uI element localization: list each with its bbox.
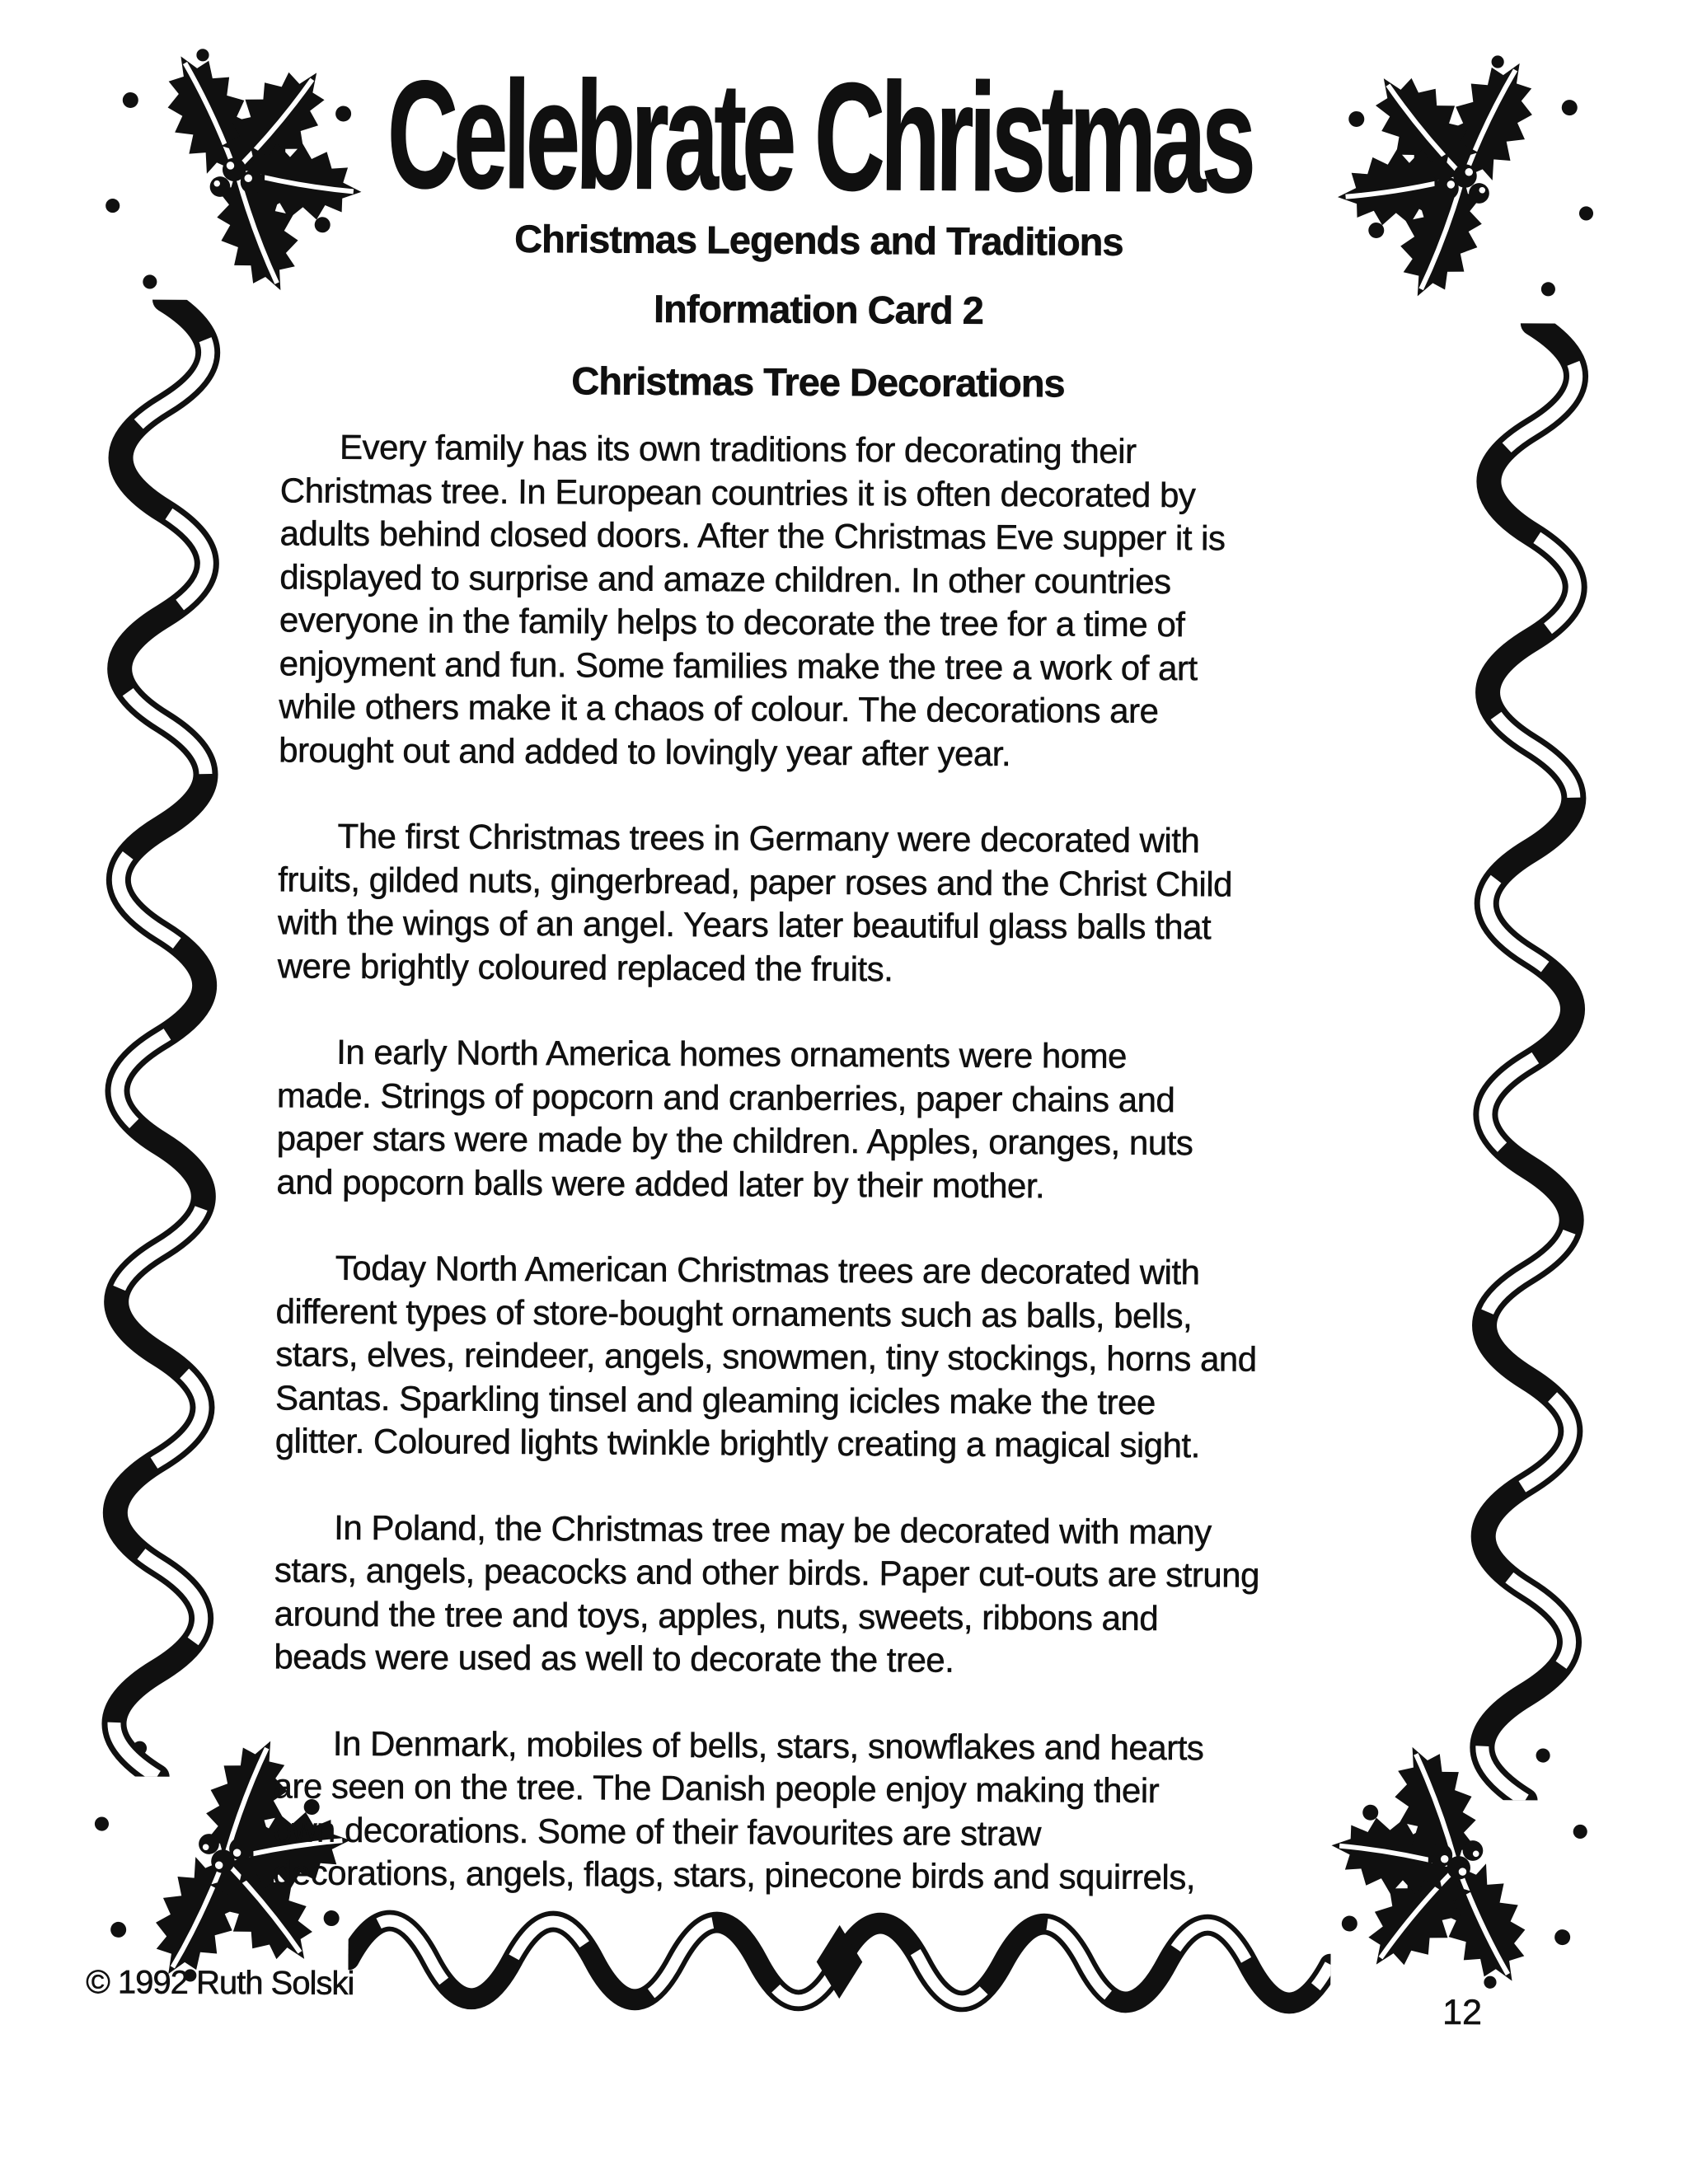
copyright-notice: © 1992 Ruth Solski: [86, 1964, 354, 2002]
title-row: [0, 49, 1664, 225]
subtitle: Christmas Legends and Traditions: [514, 216, 1123, 264]
ribbon-border-right: [1464, 323, 1595, 1801]
paragraph-family-traditions: Every family has its own traditions for decorating their Christmas tree. In European countries it is often decorated by adults behind closed doors. After the Christmas Eve supper it is displayed to surprise and amaze children. In other countries everyone in the family helps to decorate the tree for a time of enjoyment and fun. Some families make the tree a work of art while others make it a chaos of colour. The decorations are brought out and added to lovingly year after year.: [279, 427, 1226, 773]
paragraph-early-north-america: In early North America homes ornaments were home made. Strings of popcorn and cranberries, paper chains and paper stars were made by the children. Apples, oranges, nuts and popcorn balls were added later by their mother.: [276, 1032, 1193, 1205]
paragraph-denmark: In Denmark, mobiles of bells, stars, snowflakes and hearts are seen on the tree. The Danish people enjoy making their own decorations. Some of their favourites are straw decorations, angels, flags, stars, pinecone birds and squirrels,: [272, 1723, 1204, 1897]
paragraph-poland: In Poland, the Christmas tree may be decorated with many stars, angels, peacocks and other birds. Paper cut-outs are strung around the tree and toys, apples, nuts, sweets, ribbons and beads were used as well to decorate the tree.: [274, 1507, 1260, 1680]
ribbon-border-left: [96, 299, 227, 1777]
page-number: 12: [1442, 1992, 1483, 2033]
section-title: Christmas Tree Decorations: [571, 359, 1065, 405]
page-title: Celebrate Christmas: [387, 49, 1252, 225]
paragraph-today-north-america: Today North American Christmas trees are decorated with different types of store-bought ornaments such as balls, bells, stars, elves, reindeer, angels, snowmen, tiny stockings, horns and Santas. Sparkling tinsel and gleaming icicles make the tree glitter. Coloured lights twinkle brightly creating a magical sight.: [274, 1248, 1257, 1465]
card-label: Information Card 2: [653, 286, 984, 332]
article-body: [273, 425, 1422, 1943]
paragraph-germany: The first Christmas trees in Germany were decorated with fruits, gilded nuts, gingerbread, paper roses and the Christ Child with the wings of an angel. Years later beautiful glass balls that were brightly coloured replaced the fruits.: [277, 816, 1233, 988]
